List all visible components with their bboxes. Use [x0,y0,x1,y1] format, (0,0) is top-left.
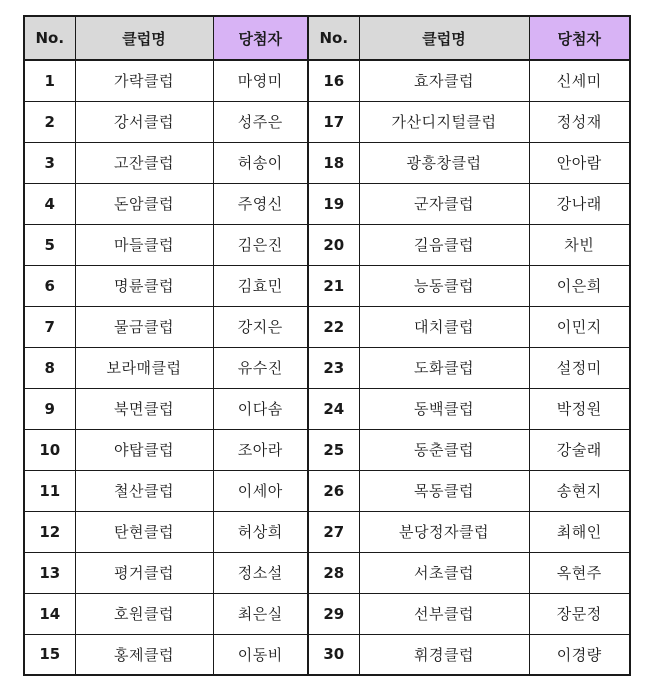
club-name-cell-right: 동백클럽 [359,388,529,429]
club-name-cell-left: 호원클럽 [75,593,213,634]
winner-cell-left: 이다솜 [213,388,308,429]
no-cell-right: 27 [308,511,359,552]
table-row [24,593,630,634]
winner-cell-right: 강나래 [529,183,630,224]
winner-cell-right: 안아람 [529,142,630,183]
header-winner-right: 당첨자 [529,16,630,60]
winner-cell-left: 김효민 [213,265,308,306]
table-row [24,470,630,511]
table-row [24,511,630,552]
club-name-cell-right: 선부클럽 [359,593,529,634]
table-body [24,60,630,675]
winner-cell-left: 김은진 [213,224,308,265]
club-name-cell-right: 동춘클럽 [359,429,529,470]
table-row [24,183,630,224]
club-name-cell-left: 물금클럽 [75,306,213,347]
club-name-cell-left: 홍제클럽 [75,634,213,675]
winner-cell-right: 장문정 [529,593,630,634]
club-name-cell-left: 보라매클럽 [75,347,213,388]
club-name-cell-right: 서초클럽 [359,552,529,593]
club-name-cell-left: 철산클럽 [75,470,213,511]
winner-cell-left: 조아라 [213,429,308,470]
no-cell-left: 10 [24,429,75,470]
winner-cell-left: 유수진 [213,347,308,388]
no-cell-right: 21 [308,265,359,306]
no-cell-right: 22 [308,306,359,347]
no-cell-left: 5 [24,224,75,265]
header-club-left: 클럽명 [75,16,213,60]
table-row [24,142,630,183]
no-cell-right: 18 [308,142,359,183]
table-row [24,224,630,265]
table-row [24,306,630,347]
no-cell-left: 6 [24,265,75,306]
club-name-cell-left: 탄현클럽 [75,511,213,552]
header-no-left: No. [24,16,75,60]
no-cell-right: 19 [308,183,359,224]
no-cell-right: 29 [308,593,359,634]
winner-cell-right: 송현지 [529,470,630,511]
winner-cell-left: 이동비 [213,634,308,675]
club-name-cell-right: 목동클럽 [359,470,529,511]
winner-cell-left: 허송이 [213,142,308,183]
no-cell-right: 16 [308,60,359,101]
winner-cell-right: 옥현주 [529,552,630,593]
club-name-cell-right: 길음클럽 [359,224,529,265]
club-name-cell-left: 북면클럽 [75,388,213,429]
header-row [24,16,630,60]
no-cell-right: 30 [308,634,359,675]
winner-cell-left: 최은실 [213,593,308,634]
no-cell-left: 14 [24,593,75,634]
table-row [24,552,630,593]
no-cell-left: 3 [24,142,75,183]
no-cell-right: 28 [308,552,359,593]
winners-table [23,15,631,676]
header-club-right: 클럽명 [359,16,529,60]
club-name-cell-right: 휘경클럽 [359,634,529,675]
no-cell-left: 11 [24,470,75,511]
no-cell-right: 23 [308,347,359,388]
table-row [24,634,630,675]
table-row [24,388,630,429]
no-cell-right: 26 [308,470,359,511]
club-name-cell-right: 대치클럽 [359,306,529,347]
no-cell-left: 13 [24,552,75,593]
club-name-cell-left: 강서클럽 [75,101,213,142]
club-name-cell-left: 고잔클럽 [75,142,213,183]
winner-cell-right: 설정미 [529,347,630,388]
no-cell-left: 4 [24,183,75,224]
winner-cell-left: 허상희 [213,511,308,552]
club-name-cell-right: 도화클럽 [359,347,529,388]
club-name-cell-right: 능동클럽 [359,265,529,306]
table-header [24,16,630,60]
no-cell-right: 20 [308,224,359,265]
winner-cell-left: 주영신 [213,183,308,224]
winner-cell-right: 강술래 [529,429,630,470]
no-cell-left: 12 [24,511,75,552]
no-cell-left: 1 [24,60,75,101]
winner-cell-left: 마영미 [213,60,308,101]
table-row [24,265,630,306]
no-cell-left: 8 [24,347,75,388]
club-name-cell-right: 가산디지털클럽 [359,101,529,142]
table-row [24,347,630,388]
no-cell-right: 24 [308,388,359,429]
winner-cell-left: 성주은 [213,101,308,142]
winner-cell-right: 차빈 [529,224,630,265]
winner-cell-right: 신세미 [529,60,630,101]
no-cell-left: 15 [24,634,75,675]
club-name-cell-left: 돈암클럽 [75,183,213,224]
no-cell-left: 9 [24,388,75,429]
table-row [24,429,630,470]
club-name-cell-right: 효자클럽 [359,60,529,101]
club-name-cell-right: 군자클럽 [359,183,529,224]
club-name-cell-left: 평거클럽 [75,552,213,593]
club-name-cell-left: 야탑클럽 [75,429,213,470]
club-name-cell-left: 가락클럽 [75,60,213,101]
header-winner-left: 당첨자 [213,16,308,60]
header-no-right: No. [308,16,359,60]
winner-cell-right: 이민지 [529,306,630,347]
club-name-cell-left: 명륜클럽 [75,265,213,306]
winner-cell-right: 박정원 [529,388,630,429]
winner-cell-right: 최해인 [529,511,630,552]
no-cell-right: 17 [308,101,359,142]
winner-cell-left: 이세아 [213,470,308,511]
winner-cell-left: 강지은 [213,306,308,347]
no-cell-right: 25 [308,429,359,470]
club-name-cell-right: 분당정자클럽 [359,511,529,552]
table-row [24,60,630,101]
winner-cell-right: 정성재 [529,101,630,142]
no-cell-left: 2 [24,101,75,142]
no-cell-left: 7 [24,306,75,347]
club-name-cell-right: 광흥창클럽 [359,142,529,183]
winner-cell-left: 정소설 [213,552,308,593]
winner-cell-right: 이은희 [529,265,630,306]
club-name-cell-left: 마들클럽 [75,224,213,265]
table-row [24,101,630,142]
winner-cell-right: 이경량 [529,634,630,675]
